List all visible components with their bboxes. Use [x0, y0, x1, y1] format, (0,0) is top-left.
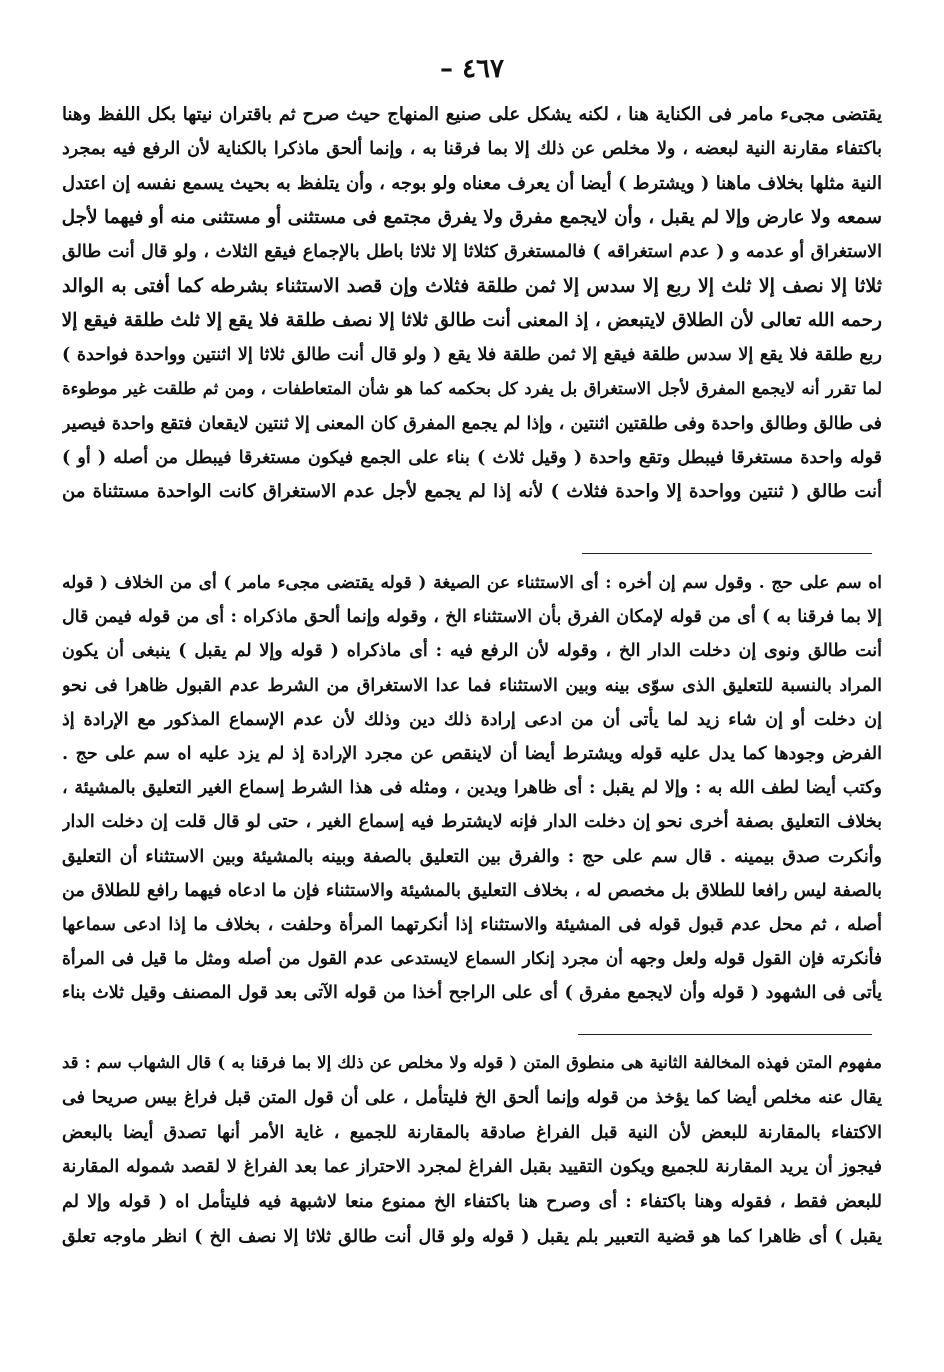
- commentary-line: إلا بما فرقنا به ) أى من قوله لإمكان الفرق بأن الاستثناء الخ ، وقوله وإنما ألحق ماذكراه : أى من قوله فيمن قال: [62, 607, 882, 628]
- commentary-line: مفهوم المتن فهذه المخالفة الثانية هى منطوق المتن ( قوله ولا مخلص عن ذلك إلا بما فرقنا به ) قال الشهاب سم : قد: [62, 1053, 882, 1072]
- commentary-line: المراد بالنسبة للتعليق الذى سوّى بينه وبين الاستثناء فما عدا الاستغراق من الشرط عدم القبول ظاهرا فى نحو: [62, 675, 882, 696]
- commentary-line: أصله ، ثم محل عدم قبول قوله فى المشيئة والاستثناء إذا أنكرتهما المرأة وحلفت ، بخلاف ما إذا ادعى سماعها: [62, 914, 882, 935]
- commentary-line: يأتى فى الشهود ( قوله وأن لايجمع مفرق ) أى على الراجح أخذا من قوله الآتى بعد قول المصنف وقيل ثلاث بناء: [62, 983, 882, 1004]
- commentary-line: الفرض وجودها كما يدل عليه قوله ويشترط أيضا أن لاينقص عن مجرد الإرادة إذ لم يزد عليه اه سم على حج .: [62, 743, 882, 764]
- main-text-line: قوله واحدة مستغرقا فيبطل وتقع واحدة ( وقيل ثلاث ) بناء على الجمع فيكون مستغرقا فيبطل من أصله ( أو ): [62, 447, 882, 468]
- commentary-line: اه سم على حج . وقول سم إن أخره : أى الاستثناء عن الصيغة ( قوله يقتضى مجىء مامر ) أى من الخلاف ( قوله: [62, 573, 882, 593]
- main-text-line: فى طالق وطالق واحدة وفى طلقتين اثنتين ، وإذا لم يجمع المفرق كان المعنى إلا ثنتين لايقعان فتقع واحدة فيصير: [62, 413, 882, 434]
- main-text-line: ربع طلقة فلا يقع إلا سدس طلقة فيقع إلا ثمن طلقة فلا يقع ( ولو قال أنت طالق ثلاثا إلا اثنتين وواحدة فواحدة ): [62, 345, 882, 366]
- divider-rule: [578, 1034, 872, 1035]
- commentary-line: أنت طالق ونوى إن دخلت الدار الخ ، وقوله لأن الرفع فيه : أى ماذكراه ( قوله وإلا لم يقبل ) ينبغى أن يكون: [62, 641, 882, 662]
- main-text-line: يقتضى مجىء مامر فى الكناية هنا ، لكنه يشكل على صنيع المنهاج حيث صرح ثم باقتران نيتها بكل اللفظ وهنا: [62, 104, 882, 125]
- commentary-line: فأنكرته فإن القول قوله ولعل وجهه أن مجرد إنكار السماع لايستدعى عدم القول من أصله ومثل ما قيل فى المرأة: [62, 949, 882, 970]
- commentary-line: بخلاف التعليق بصفة أخرى نحو إن دخلت الدار فإنه لايشترط فيه إسماع الغير ، حتى لو قال قلت إن دخلت الدار: [62, 812, 882, 833]
- main-text-line: سمعه ولا عارض وإلا لم يقبل ، وأن لايجمع مفرق ولا يفرق مجتمع فى مستثنى أو مستثنى منه أو فيهما لأجل: [62, 206, 882, 228]
- commentary-second: [62, 1046, 882, 1255]
- commentary-line: الاكتفاء بالمقارنة للبعض لأن النية قبل الفراغ صادقة بالمقارنة للجميع ، غاية الأمر أنها تصدق أيضا بالبعض: [62, 1122, 882, 1143]
- main-text-line: ثلاثا إلا نصف إلا ثلث إلا ربع إلا سدس إلا ثمن طلقة فثلاث وإن قصد الاستثناء بشرطه كما أفتى به الوالد: [62, 275, 882, 298]
- main-text-line: الاستغراق أو عدمه و ( عدم استغراقه ) فالمستغرق كثلاثا إلا ثلاثا باطل بالإجماع فيقع الثلاث ، ولو قال أنت طالق: [62, 242, 882, 263]
- commentary-first: [62, 566, 882, 1010]
- commentary-line: وكتب أيضا لطف الله به : وإلا لم يقبل : أى ظاهرا ويدين ، ومثله فى هذا الشرط إسماع الغير التعليق بالمشيئة ،: [62, 778, 882, 799]
- commentary-line: للبعض فقط ، فقوله وهنا باكتفاء : أى وصرح هنا باكتفاء الخ ممنوع منعا لاشبهة فيه فليتأمل اه ( قوله وإلا لم: [62, 1192, 882, 1213]
- commentary-line: فيجوز أن يريد المقارنة للجميع ويكون التقييد بقبل الفراغ لمجرد الاحتراز عما بعد الفراغ لا لقصد شموله المقارنة: [62, 1157, 882, 1178]
- main-text-line: النية مثلها بخلاف ماهنا ( ويشترط ) أيضا أن يعرف معناه ولو بوجه ، وأن يتلفظ به بحيث يسمع نفسه إن اعتدل: [62, 172, 882, 194]
- commentary-line: إن دخلت أو إن شاء زيد لما يأتى أن من ادعى إرادة ذلك دين وذلك لأن عدم الإسماع المذكور مع الإرادة إذ: [62, 709, 882, 730]
- page-number: – ٤٦٧: [440, 54, 504, 84]
- commentary-line: وأنكرت صدق بيمينه . قال سم على حج : والفرق بين التعليق بالصفة وبينه بالمشيئة وبين الاستثناء أن التعليق: [62, 846, 882, 867]
- commentary-line: يقال عنه مخلص أيضا كما يؤخذ من قوله وإنما ألحق الخ فليتأمل ، على أن قول المتن قبل فراغ بيس صريحا فى: [62, 1087, 882, 1108]
- main-text-line: لما تقرر أنه لايجمع المفرق لأجل الاستغراق بل يفرد كل بحكمه كما هو شأن المتعاطفات ، ومن ثم طلقت غير موطوءة: [62, 379, 882, 399]
- commentary-line: يقبل ) أى ظاهرا كما هو قضية التعبير بلم يقبل ( قوله ولو قال أنت طالق ثلاثا إلا نصف الخ ) انظر ماوجه تعلق: [62, 1226, 882, 1247]
- divider-rule: [582, 553, 872, 554]
- main-text-line: باكتفاء مقارنة النية لبعضه ، ولا مخلص عن ذلك إلا بما فرقنا به ، وإنما ألحق ماذكرا بالكناية لأن الرفع فيه بمجرد: [62, 139, 882, 160]
- main-text-line: أنت طالق ( ثنتين وواحدة إلا واحدة فثلاث ) لأنه إذا لم يجمع لأجل عدم الاستغراق كانت الواحدة مستثناة من: [62, 481, 882, 503]
- main-text-line: رحمه الله تعالى لأن الطلاق لايتبعض ، إذ المعنى أنت طالق ثلاثا إلا نصف طلقة فلا يقع إلا ثلث طلقة فيقع إلا: [62, 309, 882, 331]
- commentary-line: بالصفة ليس رافعا للطلاق بل مخصص له ، بخلاف التعليق بالمشيئة والاستثناء فإن ما ادعاه فيهما رافع للطلاق من: [62, 880, 882, 901]
- main-text: [62, 98, 882, 510]
